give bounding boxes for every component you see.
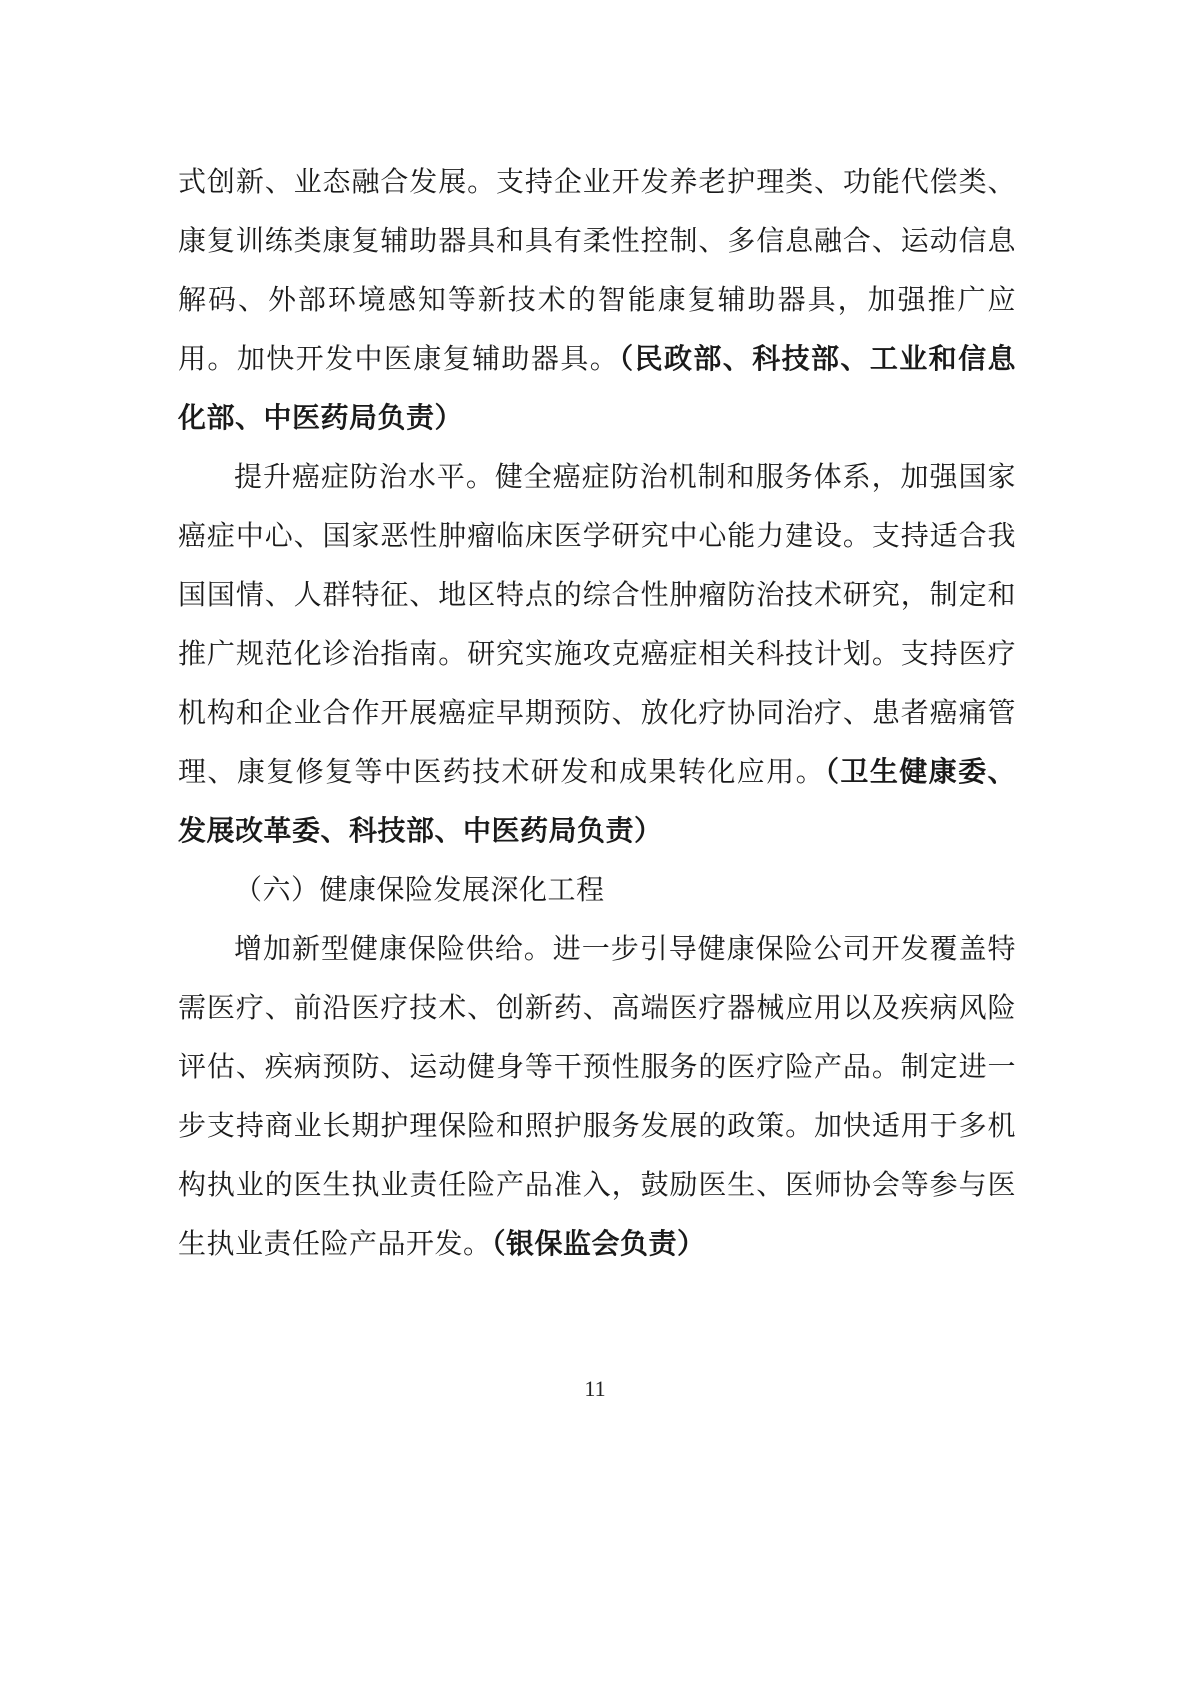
paragraph-text: 式创新、业态融合发展。支持企业开发养老护理类、功能代偿类、康复训练类康复辅助器具和具有柔性控制、多信息融合、运动信息解码、外部环境感知等新技术的智能康复辅助器具，加强推广应用。加快开发中医康复辅助器具。 [178, 165, 1016, 375]
section-heading: （六）健康保险发展深化工程 [234, 873, 605, 906]
paragraph-rehab-devices [178, 152, 1016, 447]
paragraph-cancer-prevention [178, 447, 1016, 860]
paragraph-lead: 增加新型健康保险供给。 [234, 932, 553, 965]
paragraph-text: 健全癌症防治机制和服务体系，加强国家癌症中心、国家恶性肿瘤临床医学研究中心能力建设。支持适合我国国情、人群特征、地区特点的综合性肿瘤防治技术研究，制定和推广规范化诊治指南。研究实施攻克癌症相关科技计划。支持医疗机构和企业合作开展癌症早期预防、放化疗协同治疗、患者癌痛管理、康复修复等中医药技术研发和成果转化应用。 [178, 460, 1016, 788]
responsible-agencies: （民政部、科技部、工业和信息化部、中医药局负责） [178, 342, 1016, 434]
paragraph-health-insurance [178, 919, 1016, 1273]
page-number: 11 [584, 1376, 606, 1401]
paragraph-text: 进一步引导健康保险公司开发覆盖特需医疗、前沿医疗技术、创新药、高端医疗器械应用以及疾病风险评估、疾病预防、运动健身等干预性服务的医疗险产品。制定进一步支持商业长期护理保险和照护服务发展的政策。加快适用于多机构执业的医生执业责任险产品准入，鼓励医生、医师协会等参与医生执业责任险产品开发。 [178, 932, 1016, 1260]
responsible-agencies: （银保监会负责） [491, 1227, 706, 1260]
paragraph-lead: 提升癌症防治水平。 [234, 460, 495, 493]
document-body [178, 152, 1016, 1273]
responsible-agencies: （卫生健康委、发展改革委、科技部、中医药局负责） [178, 755, 1016, 847]
